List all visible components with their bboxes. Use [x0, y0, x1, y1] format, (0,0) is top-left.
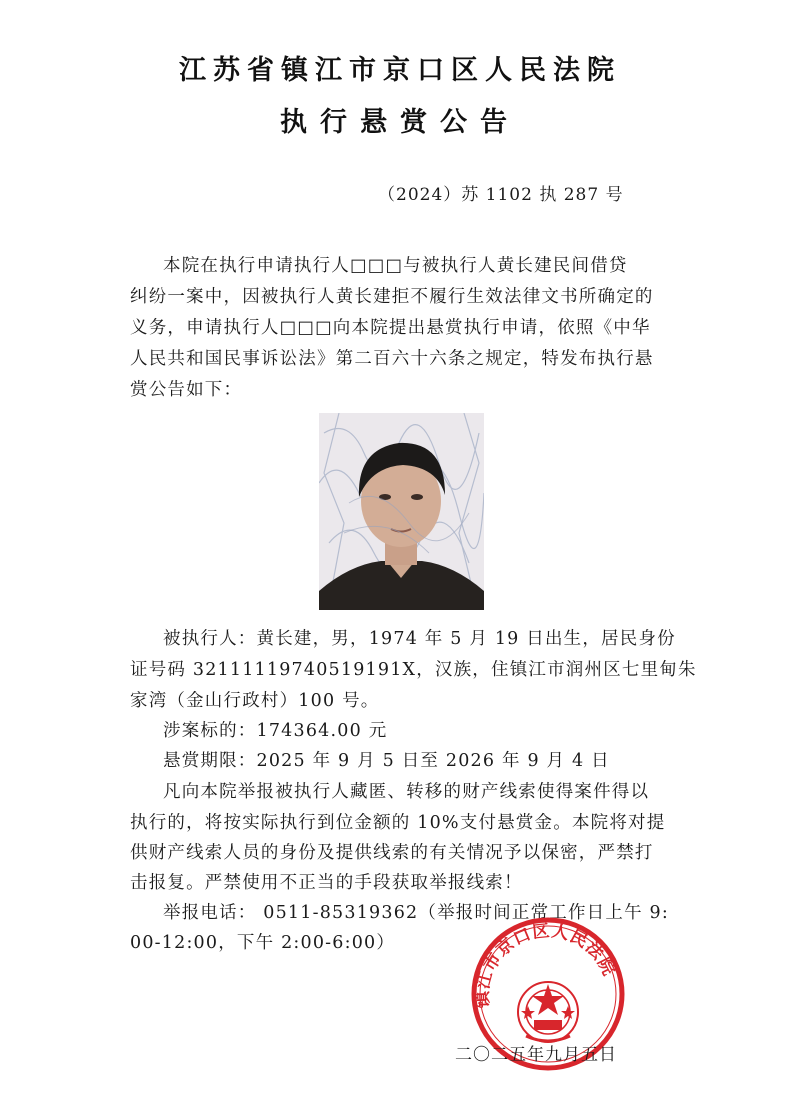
details-line: 证号码 32111119740519191X，汉族，住镇江市润州区七里甸朱: [130, 660, 697, 680]
notice-date: 二〇二五年九月五日: [455, 1045, 617, 1065]
subject-photo: [319, 413, 484, 610]
details-line: 悬赏期限：2025 年 9 月 5 日至 2026 年 9 月 4 日: [163, 751, 610, 771]
details-line: 涉案标的：174364.00 元: [163, 721, 388, 741]
intro-line: 人民共和国民事诉讼法》第二百六十六条之规定，特发布执行悬: [130, 349, 654, 369]
details-line: 00-12:00，下午 2:00-6:00）: [130, 933, 396, 953]
details-line: 家湾（金山行政村）100 号。: [130, 691, 380, 711]
details-line: 执行的，将按实际执行到位金额的 10%支付悬赏金。本院将对提: [130, 813, 666, 833]
intro-line: 义务，申请执行人□□□向本院提出悬赏执行申请，依照《中华: [130, 318, 651, 338]
details-line: 供财产线索人员的身份及提供线索的有关情况予以保密，严禁打: [130, 843, 654, 863]
case-number: （2024）苏 1102 执 287 号: [378, 185, 624, 205]
intro-line: 本院在执行申请执行人□□□与被执行人黄长建民间借贷: [163, 256, 628, 276]
court-name-heading: 江苏省镇江市京口区人民法院: [179, 55, 621, 86]
details-line: 被执行人：黄长建，男，1974 年 5 月 19 日出生，居民身份: [163, 629, 676, 649]
notice-title-heading: 执行悬赏公告: [280, 107, 520, 138]
details-line: 击报复。严禁使用不正当的手段获取举报线索！: [130, 873, 523, 893]
details-line: 凡向本院举报被执行人藏匿、转移的财产线索使得案件得以: [163, 782, 650, 802]
svg-text:镇江市京口区人民法院: 镇江市京口区人民法院: [472, 921, 619, 1009]
intro-line: 纠纷一案中，因被执行人黄长建拒不履行生效法律文书所确定的: [130, 287, 654, 307]
details-line: 举报电话： 0511-85319362（举报时间正常工作日上午 9:: [163, 903, 669, 923]
intro-line: 赏公告如下：: [130, 380, 243, 400]
